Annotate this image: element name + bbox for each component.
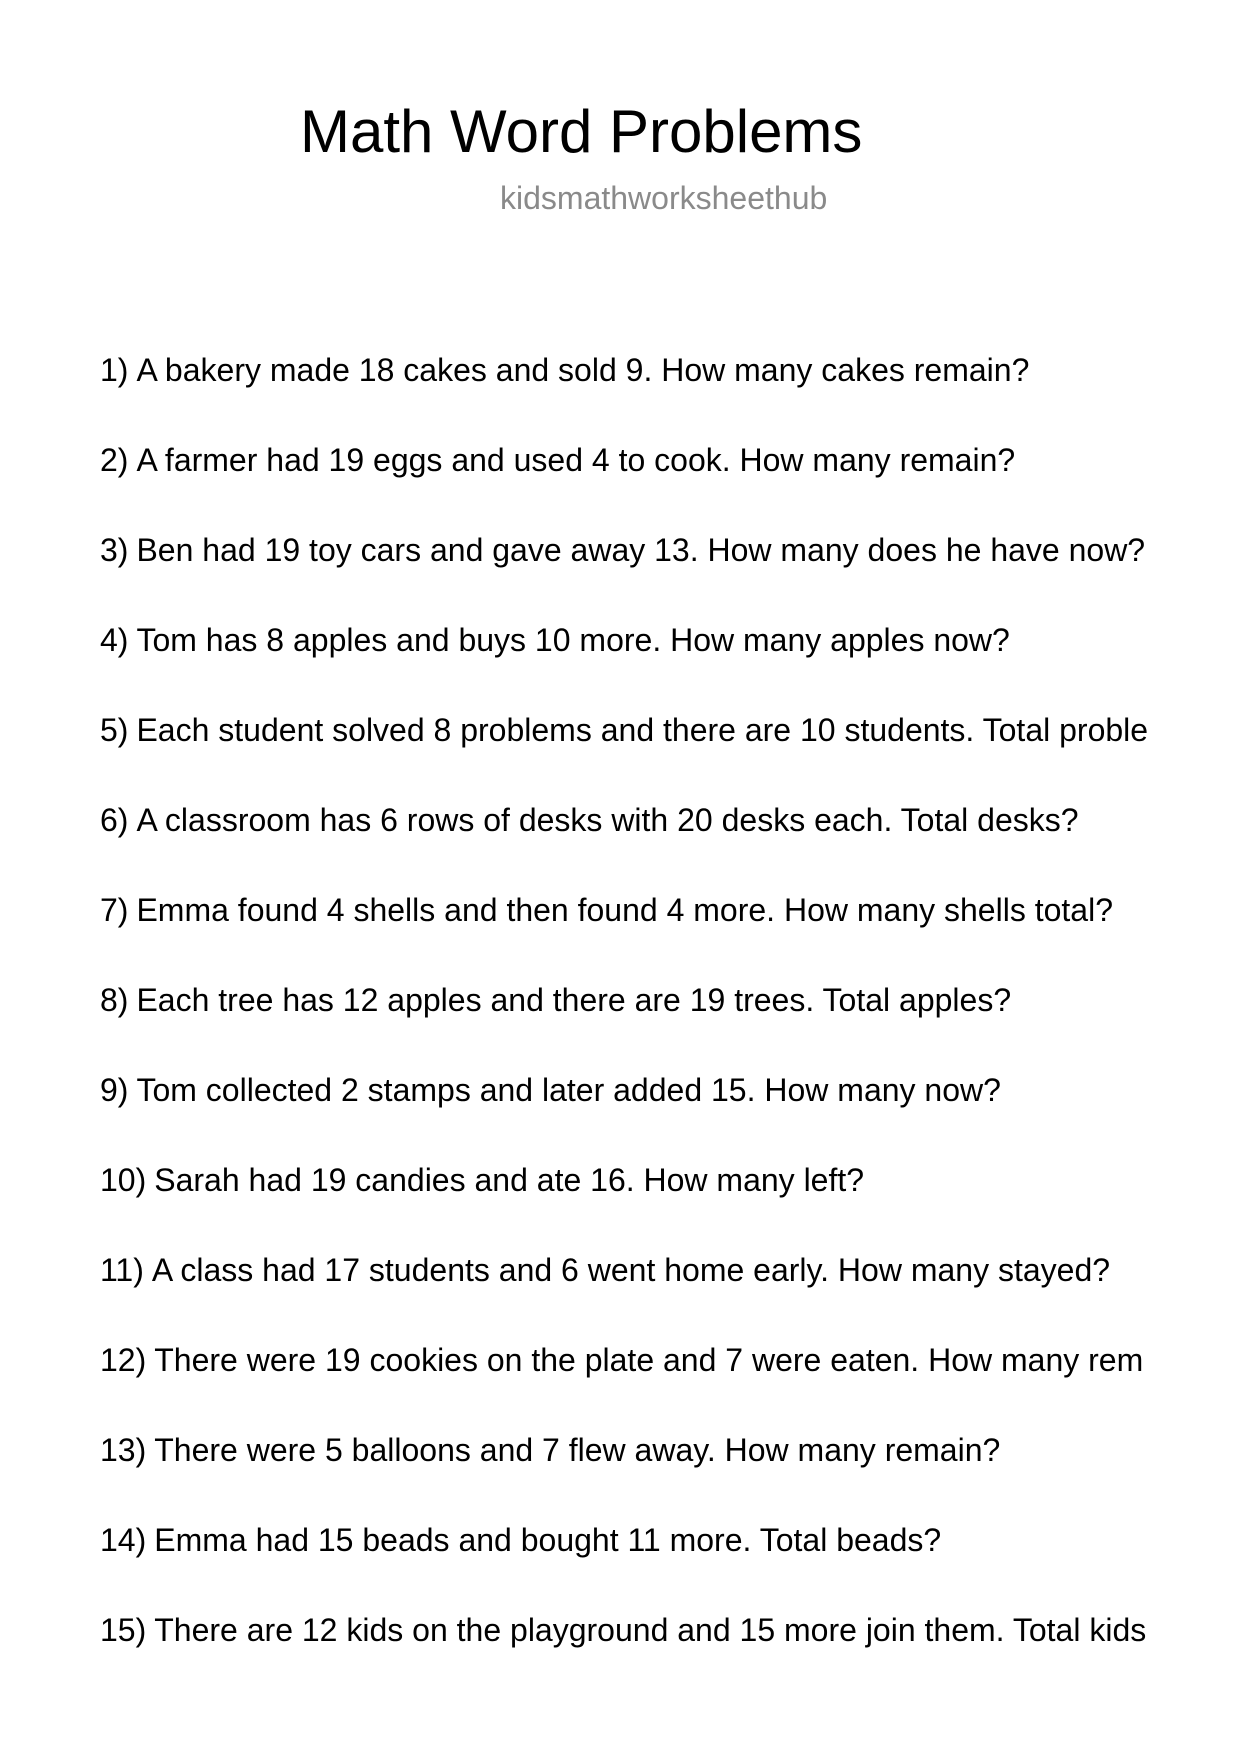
problem-number: 4)	[100, 622, 129, 658]
problem-number: 14)	[100, 1522, 147, 1558]
problem-text: Tom collected 2 stamps and later added 15. How many now?	[136, 1072, 1001, 1108]
site-watermark: kidsmathworksheethub	[500, 180, 828, 216]
problem-number: 3)	[100, 532, 129, 568]
problem-number: 2)	[100, 442, 129, 478]
problem-item-3	[100, 526, 1240, 616]
problem-number: 11)	[100, 1252, 144, 1288]
problem-text: There were 19 cookies on the plate and 7 were eaten. How many rem	[154, 1342, 1144, 1378]
problem-number: 12)	[100, 1342, 147, 1378]
problem-text: Emma had 15 beads and bought 11 more. Total beads?	[154, 1522, 942, 1558]
problem-item-6	[100, 796, 1240, 886]
problem-item-15	[100, 1606, 1240, 1696]
problem-number: 15)	[100, 1612, 147, 1648]
problem-text: Tom has 8 apples and buys 10 more. How many apples now?	[136, 622, 1010, 658]
problem-text: A class had 17 students and 6 went home early. How many stayed?	[151, 1252, 1111, 1288]
problem-item-5	[100, 706, 1240, 796]
problem-item-8	[100, 976, 1240, 1066]
problem-text: Ben had 19 toy cars and gave away 13. How many does he have now?	[136, 532, 1146, 568]
problem-number: 5)	[100, 712, 129, 748]
problem-item-7	[100, 886, 1240, 976]
problem-item-13	[100, 1426, 1240, 1516]
problem-text: A farmer had 19 eggs and used 4 to cook. How many remain?	[136, 442, 1016, 478]
problem-text: Each tree has 12 apples and there are 19 trees. Total apples?	[136, 982, 1012, 1018]
problem-number: 6)	[100, 802, 129, 838]
problem-item-2	[100, 436, 1240, 526]
problem-text: Each student solved 8 problems and there are 10 students. Total proble	[136, 712, 1149, 748]
problem-item-10	[100, 1156, 1240, 1246]
problem-item-4	[100, 616, 1240, 706]
problem-item-12	[100, 1336, 1240, 1426]
problem-number: 7)	[100, 892, 129, 928]
problem-text: There are 12 kids on the playground and 15 more join them. Total kids	[154, 1612, 1147, 1648]
problem-text: Emma found 4 shells and then found 4 more. How many shells total?	[136, 892, 1113, 928]
problem-text: Sarah had 19 candies and ate 16. How many left?	[154, 1162, 865, 1198]
problem-item-9	[100, 1066, 1240, 1156]
problem-number: 13)	[100, 1432, 147, 1468]
problem-item-11	[100, 1246, 1240, 1336]
problem-text: A classroom has 6 rows of desks with 20 desks each. Total desks?	[136, 802, 1079, 838]
problem-text: There were 5 balloons and 7 flew away. How many remain?	[154, 1432, 1001, 1468]
problem-number: 8)	[100, 982, 129, 1018]
problem-text: A bakery made 18 cakes and sold 9. How many cakes remain?	[136, 352, 1030, 388]
problem-number: 9)	[100, 1072, 129, 1108]
problem-item-1	[100, 346, 1240, 436]
problem-list	[100, 346, 1240, 1696]
page-title: Math Word Problems	[300, 98, 863, 165]
problem-item-14	[100, 1516, 1240, 1606]
problem-number: 1)	[100, 352, 129, 388]
problem-number: 10)	[100, 1162, 147, 1198]
